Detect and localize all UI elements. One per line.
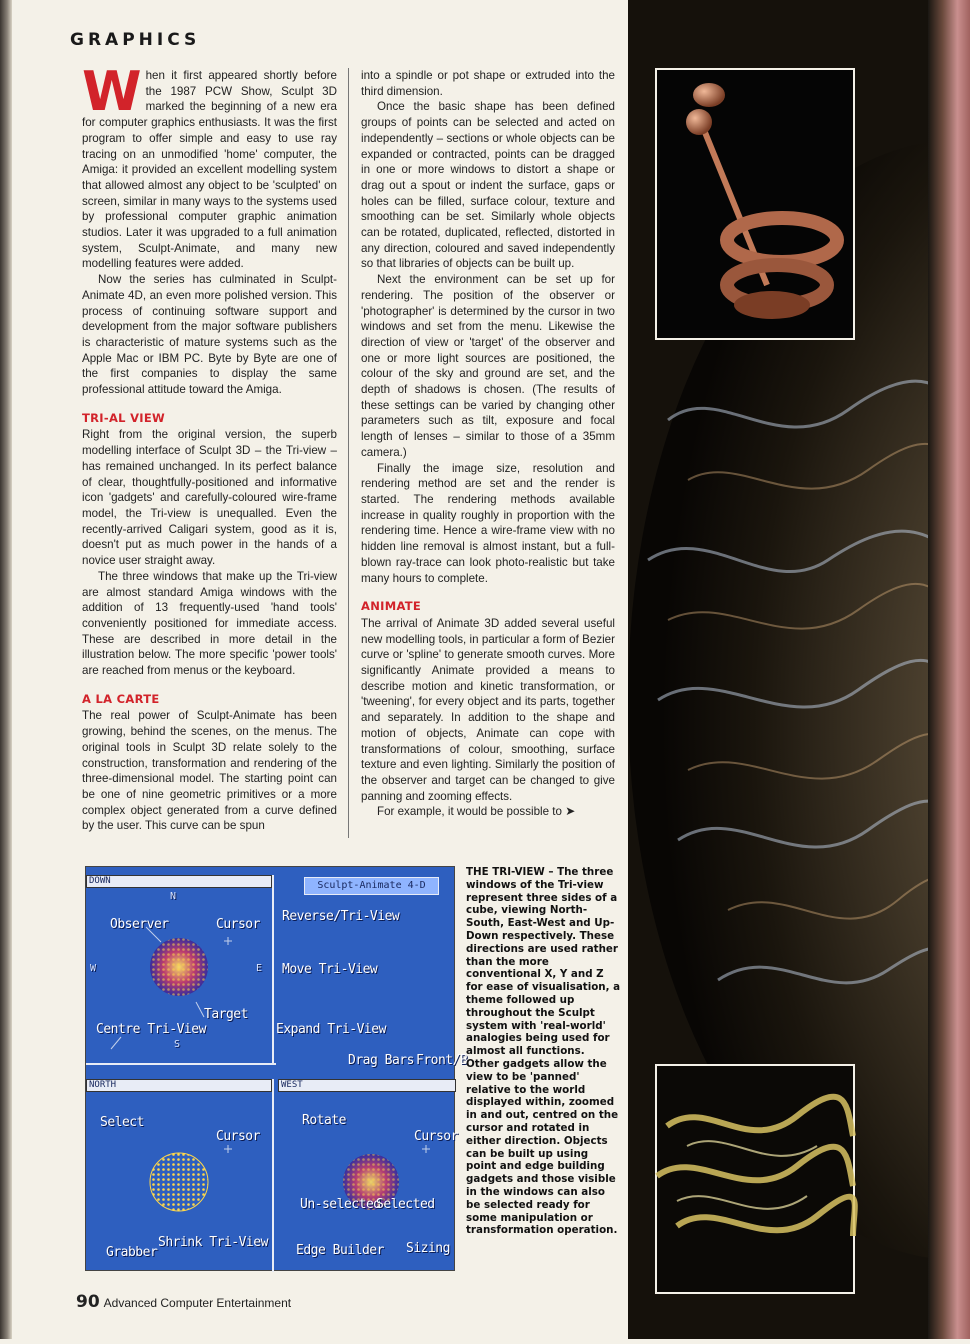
spiral-object-render — [655, 68, 855, 340]
window-north-titlebar: NORTH — [86, 1079, 272, 1092]
label-target: Target — [204, 1007, 248, 1022]
drop-cap: W — [82, 60, 142, 123]
continue-arrow-icon: ➤ — [565, 804, 576, 819]
label-cursor-top: Cursor — [216, 917, 260, 932]
label-drag-bars: Drag Bars — [348, 1053, 414, 1068]
body-paragraph: The real power of Sculpt-Animate has been growing, behind the scenes, on the menus. The original tools in Sculpt 3D relate solely to the construction, transformation and rendering of the three-dimensional model. The starting point can be one of nine geometric primitives or a more complex object generated from a curve defined by the user. This curve can be spun — [82, 709, 337, 833]
body-paragraph: Right from the original version, the superb modelling interface of Sculpt 3D – the Tri-view – has remained unchanged. In its perfect balance of clear, thoughtfully-positioned and informative icon 'gadgets' and carefully-coloured wire-frame model, the Tri-view is unequalled. Even the recently-arrived Caligari system, good as it is, doesn't put as much power in the hands of a novice user straight away. — [82, 428, 337, 568]
label-centre-tri-view: Centre Tri-View — [96, 1022, 206, 1037]
spiral-render-image — [657, 70, 853, 338]
label-select: Select — [100, 1115, 144, 1130]
subhead-animate: ANIMATE — [361, 599, 422, 614]
label-observer: Observer — [110, 917, 169, 932]
page-number: 90 — [76, 1292, 100, 1312]
body-paragraph: Next the environment can be set up for rendering. The position of the observer or 'photographer' is determined by the cursor in two windows and set from the menu. Likewise the direction of view or 'target' of the observer and one or more light sources are positioned, the colour of the sky and ground are set, and the depth of shadows is chosen. (The results of these settings can be varied by changing other parameters such as tilt, exposure and focal length of lenses – similar to those of a 35mm camera.) — [361, 273, 615, 459]
column-rule — [348, 68, 349, 838]
window-west-titlebar: WEST — [278, 1079, 456, 1092]
axis-label-w: W — [90, 963, 96, 974]
body-paragraph: For example, it would be possible to ➤ — [377, 804, 576, 819]
intro-paragraph: When it first appeared shortly before the 1987 PCW Show, Sculpt 3D marked the beginning of a new era for computer graphics enthusiasts. It was the first program to offer simple and easy to use ray tracing on an unmodified 'home' computer, the Amiga: it provided an excellent modelling system that allowed almost any object to be 'sculpted' on screen, similar in many ways to the systems used by professional computer graphic animation studios. Later it was upgraded to a full animation system, Sculpt-Animate, and many new modelling features were added. — [82, 60, 337, 271]
label-grabber: Grabber — [106, 1245, 158, 1260]
body-paragraph: The arrival of Animate 3D added several useful new modelling tools, in particular a form of Bezier curve or 'spline' to generate smooth curves. More significantly Animate provided a means to describe motion and kinetic transformation, or 'tweening', for every object and its parts, together and separately. In addition to the shape and motion of objects, Animate can cope with transformations of colour, smoothing, surface texture and even lighting. Similarly the position of the observer and target can be changed to give panning and zooming effects. — [361, 616, 615, 803]
page-spine-shadow — [0, 0, 12, 1339]
axis-label-n: N — [170, 891, 176, 902]
yellow-marble-render — [655, 1064, 855, 1294]
label-shrink-tri-view: Shrink Tri-View — [158, 1235, 268, 1250]
body-paragraph: The three windows that make up the Tri-view are almost standard Amiga windows with the addition of 13 frequently-used 'hand tools' conveniently positioned for immediate access. These are described in more detail in the illustration below. The more specific 'power tools' are reached from menus or the keyboard. — [82, 569, 337, 678]
triview-screenshot — [85, 866, 468, 1271]
yellow-marble-image — [657, 1066, 853, 1292]
label-un-selected: Un-selected — [300, 1197, 381, 1212]
article-column-2 — [361, 68, 615, 820]
window-down-titlebar: DOWN — [86, 875, 272, 888]
figure-caption: THE TRI-VIEW – The three windows of the Tri-view represent three sides of a cube, viewing North-South, East-West and Up-Down respectively. These directions are used rather than the more conventional X, Y and Z for ease of visualisation, a theme followed up throughout the Sculpt system with 'real-world' analogies being used for almost all functions. Other gadgets allow the view to be 'panned' relative to the world displayed within, zoomed in and out, centred on the cursor and rotated in either direction. Objects can be built up using point and edge building gadgets and those visible in the windows can also be selected ready for some manipulation or transformation operation. — [466, 866, 621, 1237]
label-reverse-tri-view: Reverse/Tri-View — [282, 909, 400, 924]
axis-label-s: S — [174, 1039, 180, 1050]
label-cursor-right: Cursor — [414, 1129, 458, 1144]
section-title: GRAPHICS — [70, 30, 201, 50]
article-column-1 — [82, 60, 337, 834]
body-paragraph: Once the basic shape has been defined groups of points can be selected and acted on independently – sections or whole objects can be expanded or contracted, points can be dragged in one or more windows to distort a shape or drag out a spout or indent the surface, gaps or holes can be filled, surface colour, texture and smoothing can be set. Similarly whole objects can be rotated, duplicated, reflected, distorted in any direction, coloured and saved independently so that libraries of objects can be built up. — [361, 100, 615, 271]
page-footer — [76, 1292, 291, 1312]
axis-label-e: E — [256, 963, 262, 974]
label-move-tri-view: Move Tri-View — [282, 962, 378, 977]
adjacent-page-edge — [928, 0, 970, 1339]
label-sizing: Sizing — [406, 1241, 450, 1256]
body-paragraph: Now the series has culminated in Sculpt-Animate 4D, an even more polished version. This process of continuing software support and development from the major software publishers is characteristic of mature systems such as the Apple Mac or IBM PC. Byte by Byte are one of the first companies to display the same professional attitude toward the Amiga. — [82, 273, 337, 397]
label-expand-tri-view: Expand Tri-View — [276, 1022, 386, 1037]
app-title-bar: Sculpt-Animate 4-D — [304, 877, 439, 895]
label-selected: Selected — [376, 1197, 435, 1212]
subhead-trial-view: TRI-AL VIEW — [82, 410, 166, 425]
body-paragraph: into a spindle or pot shape or extruded into the third dimension. — [361, 69, 615, 98]
label-cursor-left: Cursor — [216, 1129, 260, 1144]
publication-name: Advanced Computer Entertainment — [103, 1296, 292, 1310]
subhead-a-la-carte: A LA CARTE — [82, 691, 160, 706]
body-paragraph: Finally the image size, resolution and rendering method are set and the render is started. The rendering methods available increase in quality roughly in proportion with the rendering time. Hence a wire-frame view with no hidden line removal is almost instant, but a full-blown ray-trace can look photo-realistic but take many hours to complete. — [361, 461, 615, 585]
label-front-b: Front/B — [416, 1053, 468, 1068]
label-rotate: Rotate — [302, 1113, 346, 1128]
label-edge-builder: Edge Builder — [296, 1243, 384, 1258]
